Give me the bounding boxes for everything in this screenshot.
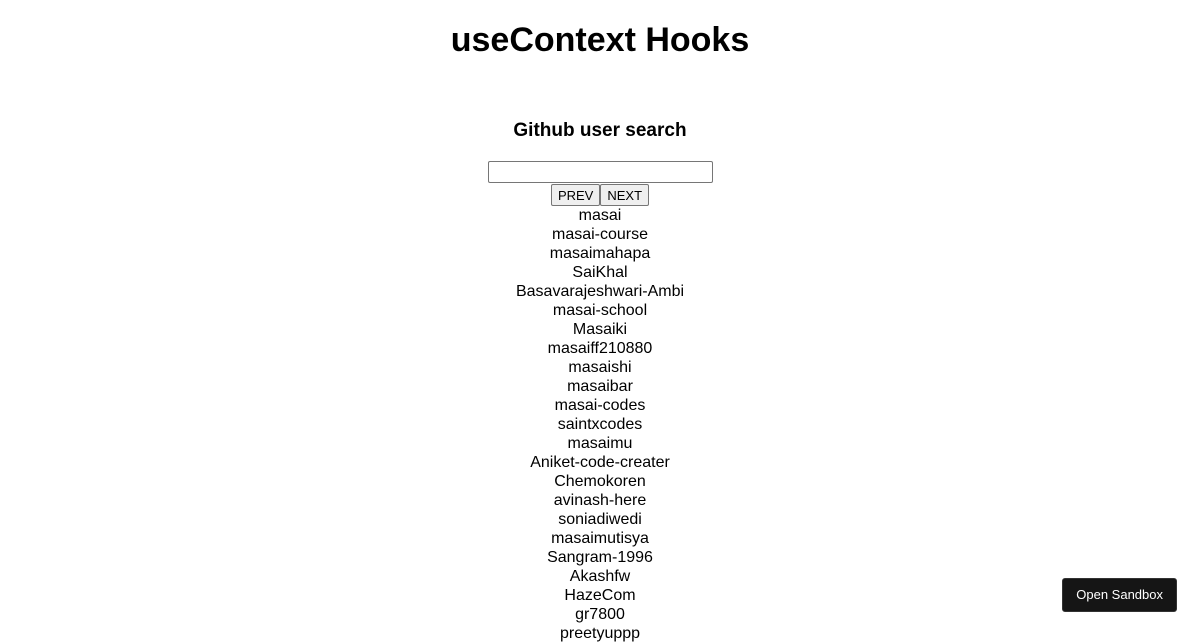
list-item: masaiff210880 bbox=[547, 340, 653, 357]
prev-button[interactable]: PREV bbox=[551, 184, 600, 206]
user-list bbox=[0, 206, 1200, 643]
list-item: masaimutisya bbox=[551, 530, 649, 547]
list-item: avinash-here bbox=[553, 492, 647, 509]
list-item: Sangram-1996 bbox=[547, 549, 653, 566]
list-item: Aniket-code-creater bbox=[530, 454, 670, 471]
list-item: masaimu bbox=[567, 435, 633, 452]
list-item: Akashfw bbox=[569, 568, 631, 585]
list-item: masaibar bbox=[567, 378, 633, 395]
search-container bbox=[0, 161, 1200, 184]
list-item: SaiKhal bbox=[572, 264, 628, 281]
list-item: HazeCom bbox=[564, 587, 636, 604]
open-sandbox-button[interactable]: Open Sandbox bbox=[1062, 578, 1177, 612]
list-item: Chemokoren bbox=[554, 473, 646, 490]
search-input[interactable] bbox=[488, 161, 713, 183]
list-item: Masaiki bbox=[572, 321, 628, 338]
list-item: saintxcodes bbox=[557, 416, 643, 433]
list-item: masai-codes bbox=[554, 397, 646, 414]
list-item: gr7800 bbox=[575, 606, 625, 623]
next-button[interactable]: NEXT bbox=[600, 184, 649, 206]
list-item: masaishi bbox=[568, 359, 632, 376]
page-title: useContext Hooks bbox=[450, 21, 750, 59]
list-item: masai-school bbox=[552, 302, 648, 319]
pagination-controls bbox=[0, 184, 1200, 206]
list-item: masaimahapa bbox=[549, 245, 651, 262]
search-heading: Github user search bbox=[513, 120, 687, 141]
list-item: soniadiwedi bbox=[558, 511, 642, 528]
list-item: masai-course bbox=[551, 226, 649, 243]
list-item: Basavarajeshwari-Ambi bbox=[515, 283, 685, 300]
list-item: preetyuppp bbox=[559, 625, 641, 642]
list-item: masai bbox=[578, 207, 622, 224]
